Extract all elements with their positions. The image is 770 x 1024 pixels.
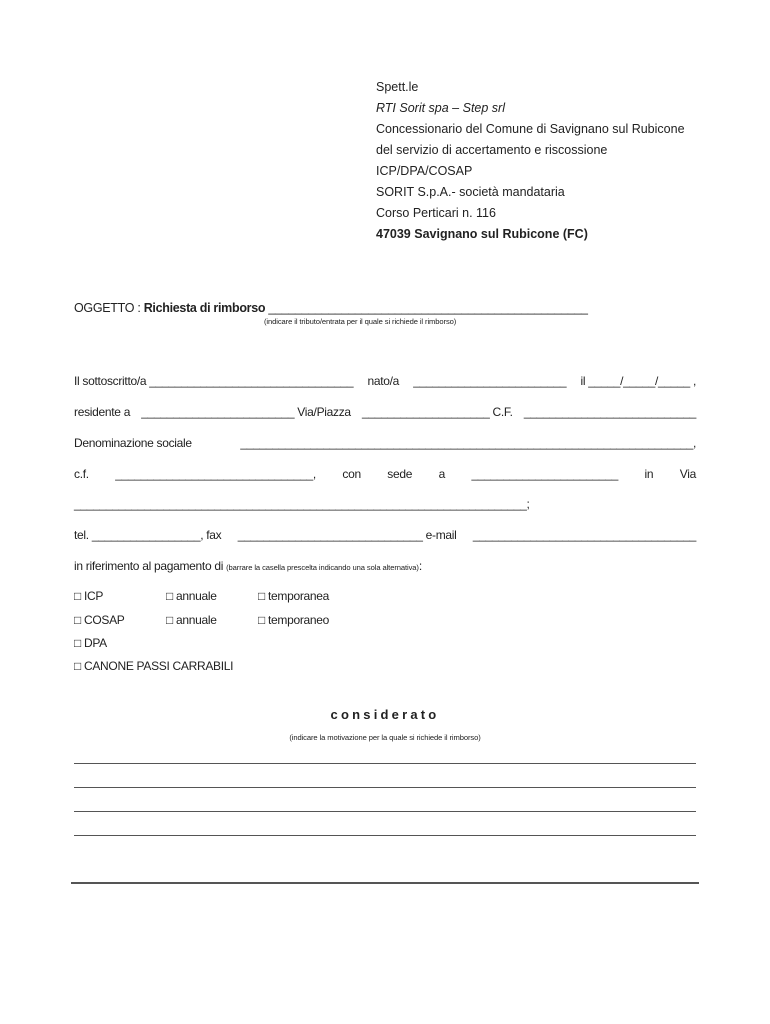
fax-field[interactable]: _____________________________ e-mail xyxy=(237,528,457,542)
sede-label: sede xyxy=(387,467,413,481)
recipient-city: 47039 Savignano sul Rubicone (FC) xyxy=(376,227,588,241)
subject-line xyxy=(74,301,588,315)
payment-suffix: : xyxy=(418,559,422,573)
checkbox-icp[interactable]: □ ICP xyxy=(74,589,104,603)
subject-label: OGGETTO : xyxy=(74,301,144,315)
in-label: in xyxy=(644,467,654,481)
checkbox-icp-annual[interactable]: □ annuale xyxy=(166,589,217,603)
form-row-name xyxy=(74,374,696,388)
cf-label: c.f. xyxy=(74,467,89,481)
motivation-line-1[interactable] xyxy=(74,763,696,764)
phone-fax-field[interactable]: tel. _________________, fax xyxy=(74,528,222,542)
checkbox-cosap-temporary[interactable]: □ temporaneo xyxy=(258,613,330,627)
recipient-salutation: Spett.le xyxy=(376,80,419,94)
cf-field[interactable]: ___________________________ xyxy=(523,405,696,419)
recipient-line-5: Corso Perticari n. 116 xyxy=(376,206,496,220)
con-label: con xyxy=(342,467,361,481)
recipient-line-3: ICP/DPA/COSAP xyxy=(376,164,473,178)
residence-field[interactable]: ________________________ Via/Piazza xyxy=(141,405,351,419)
checkbox-canone-passi-carrabili[interactable]: □ CANONE PASSI CARRABILI xyxy=(74,659,234,673)
recipient-line-2: del servizio di accertamento e riscossione xyxy=(376,143,608,157)
considerato-note: (indicare la motivazione per la quale si richiede il rimborso) xyxy=(289,733,481,742)
form-row-contacts xyxy=(74,528,696,542)
checkbox-icp-temporary[interactable]: □ temporanea xyxy=(258,589,330,603)
subject-title: Richiesta di rimborso xyxy=(143,301,266,315)
checkbox-cosap-annual[interactable]: □ annuale xyxy=(166,613,217,627)
recipient-company: RTI Sorit spa – Step srl xyxy=(376,101,505,115)
via-label: Via xyxy=(679,467,696,481)
nato-label: nato/a xyxy=(367,374,400,388)
street-field[interactable]: ____________________ C.F. xyxy=(362,405,513,419)
form-row-residence xyxy=(74,405,696,419)
motivation-line-3[interactable] xyxy=(74,811,696,812)
motivation-line-2[interactable] xyxy=(74,787,696,788)
form-row-company xyxy=(74,436,696,450)
recipient-line-1: Concessionario del Comune di Savignano sul Rubicone xyxy=(376,122,685,136)
sottoscritto-field[interactable]: Il sottoscritto/a ________________________________ xyxy=(74,374,354,388)
checkbox-dpa[interactable]: □ DPA xyxy=(74,636,107,650)
company-cf-field[interactable]: _______________________________, xyxy=(115,467,316,481)
email-field[interactable]: ___________________________________ xyxy=(472,528,696,542)
seat-street-field[interactable]: _______________________________________________________________________; xyxy=(74,497,530,511)
considerato-heading: considerato xyxy=(330,707,440,722)
subject-note: (indicare il tributo/entrata per il quale si richiede il rimborso) xyxy=(264,317,457,326)
subject-blank[interactable]: ________________________________________________ xyxy=(265,301,588,315)
bottom-divider xyxy=(71,882,699,884)
checkbox-cosap[interactable]: □ COSAP xyxy=(74,613,125,627)
form-row-seat xyxy=(74,467,696,481)
motivation-line-4[interactable] xyxy=(74,835,696,836)
payment-prefix: in riferimento al pagamento di xyxy=(74,559,227,573)
residente-label: residente a xyxy=(74,405,131,419)
company-name-field[interactable]: _______________________________________________________________________, xyxy=(240,436,696,450)
payment-reference xyxy=(74,559,422,573)
payment-note: (barrare la casella prescelta indicando una sola alternativa) xyxy=(226,563,419,572)
birthplace-field[interactable]: ________________________ xyxy=(413,374,567,388)
seat-city-field[interactable]: _______________________ xyxy=(471,467,619,481)
recipient-line-4: SORIT S.p.A.- società mandataria xyxy=(376,185,565,199)
denominazione-label: Denominazione sociale xyxy=(74,436,192,450)
a-label: a xyxy=(438,467,445,481)
birthdate-field[interactable]: il _____/_____/_____ , xyxy=(580,374,696,388)
